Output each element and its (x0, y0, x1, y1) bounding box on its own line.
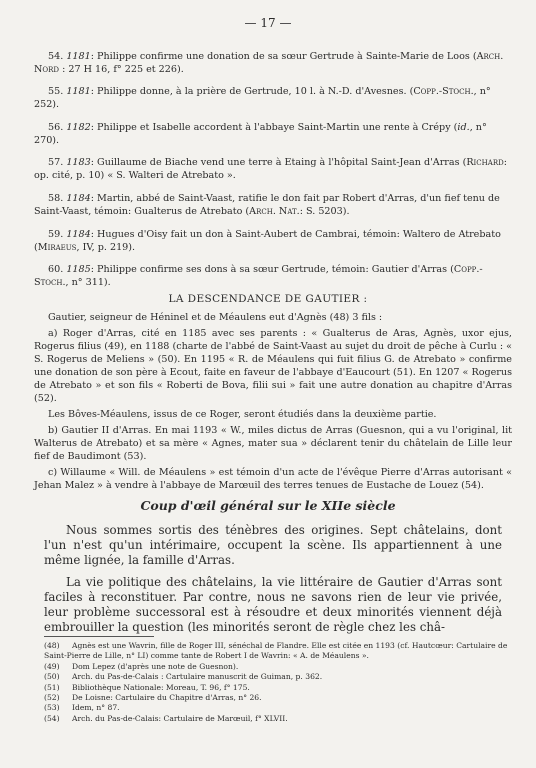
paragraph: c) Willaume « Will. de Méaulens » est témoin d'un acte de l'évêque Pierre d'Arras autorisant « Jehan Malez » à vendre à l'abbaye de Marœuil des terres tenues de Eustache de Louez (54). (34, 467, 512, 491)
footnote-divider (44, 636, 154, 637)
charter-entry: 54. 1181: Philippe confirme une donation de sa sœur Gertrude à Sainte-Marie de Loos (Arch. Nord : 27 H 16, f° 225 et 226). (34, 50, 504, 75)
charter-entry: 60. 1185: Philippe confirme ses dons à sa sœur Gertrude, témoin: Gautier d'Arras (Copp.-Stoch., n° 311). (34, 264, 483, 289)
footnote: (49) Dom Lepez (d'après une note de Guesnon). (44, 661, 239, 671)
paragraph: a) Roger d'Arras, cité en 1185 avec ses parents : « Gualterus de Aras, Agnès, uxor ejus, Rogerus filius (49), en 1188 (charte de l'abbé de Saint-Vaast au sujet du droit de pêche à Curlu : « S. Rogerus de Meliens » (50). En 1195 « R. de Méaulens qui fuit filius G. de Atrebato » confirme une donation de son père à Ecout, faite en faveur de l'abbaye d'Eaucourt (51). En 1207 « Rogerus de Atrebato » et son fils « Roberti de Bova, filii sui » fait une autre donation au chapitre d'Arras (52). (34, 328, 512, 404)
charter-entry: 56. 1182: Philippe et Isabelle accordent à l'abbaye Saint-Martin une rente à Crépy (id., n° 270). (34, 121, 487, 146)
section-title-coup-doeil: Coup d'œil général sur le XIIe siècle (140, 498, 396, 513)
section-heading-descendance: LA DESCENDANCE DE GAUTIER : (168, 293, 368, 305)
footnote: (52) De Loisne: Cartulaire du Chapitre d'Arras, n° 26. (44, 693, 262, 703)
descendance-text (34, 311, 512, 495)
charter-list (34, 40, 512, 291)
charter-entry: 59. 1184: Hugues d'Oisy fait un don à Saint-Aubert de Cambrai, témoin: Waltero de Atrebato (Miraeus, IV, p. 219). (34, 228, 501, 253)
footnote: (53) Idem, n° 87. (44, 703, 120, 713)
paragraph: Les Bôves-Méaulens, issus de ce Roger, seront étudiés dans la deuxième partie. (48, 409, 437, 420)
footnote: (50) Arch. du Pas-de-Calais : Cartulaire manuscrit de Guiman, p. 362. (44, 672, 323, 682)
page-number: — 17 — (244, 16, 292, 30)
paragraph: La vie politique des châtelains, la vie littéraire de Gautier d'Arras sont faciles à reconstituer. Par contre, nous ne savons rien de leur vie privée, leur problème successoral est à résoudre et deux minorités viennent déjà embrouiller la question (les minorités seront de règle chez les châ- (44, 574, 502, 635)
overview-text (44, 523, 502, 641)
charter-entry: 55. 1181: Philippe donne, à la prière de Gertrude, 10 l. à N.-D. d'Avesnes. (Copp.-Stoch., n° 252). (34, 86, 491, 111)
paragraph: b) Gautier II d'Arras. En mai 1193 « W., miles dictus de Arras (Guesnon, qui a vu l'original, lit Walterus de Atrebato) et sa mère « Agnes, mater sua » déclarent tenir du châtelain de Lille leur fief de Baudimont (53). (34, 425, 512, 462)
footnote: (48) Agnès est une Wavrin, fille de Roger III, sénéchal de Flandre. Elle est citée en 1193 (cf. Hautcœur: Cartulaire de Saint-Pierre de Lille, n° LI) comme tante de Robert I de Wavrin: « A. de Méaulens ». (44, 641, 508, 661)
paragraph: Nous sommes sortis des ténèbres des origines. Sept châtelains, dont l'un n'est qu'un intérimaire, occupent la scène. Ils appartiennent à une même lignée, la famille d'Arras. (44, 523, 502, 568)
footnote: (51) Bibliothèque Nationale: Moreau, T. 96, f° 175. (44, 682, 250, 692)
charter-entry: 57. 1183: Guillaume de Biache vend une terre à Etaing à l'hôpital Saint-Jean d'Arras (Richard: op. cité, p. 10) « S. Walteri de Atrebato ». (34, 157, 507, 182)
paragraph: Gautier, seigneur de Héninel et de Méaulens eut d'Agnès (48) 3 fils : (48, 312, 383, 323)
footnote: (54) Arch. du Pas-de-Calais: Cartulaire de Marœuil, f° XLVII. (44, 713, 288, 723)
footnotes (44, 641, 512, 724)
charter-entry: 58. 1184: Martin, abbé de Saint-Vaast, ratifie le don fait par Robert d'Arras, d'un fief tenu de Saint-Vaast, témoin: Gualterus de Atrebato (Arch. Nat.: S. 5203). (34, 192, 500, 217)
